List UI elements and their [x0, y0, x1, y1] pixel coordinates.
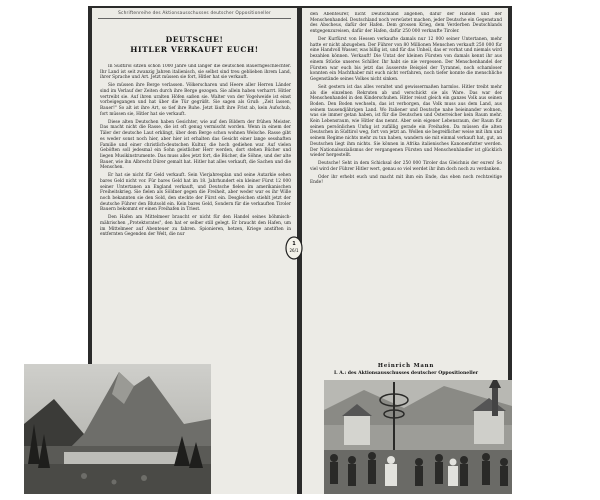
paragraph: den Abenteurer, nicht Deutschland angehen, dafür der Handel und der Menschenhandel. Deutschland noch verwüstet machen, jeder Deutsche ein Gegenstand des Abscheus, dafür der Hafen. Dem grossen Krieg, dem Verderben Deutschlands entgegenzureisen, dafür der Hafen, dafür 250 000 verkaufte Tiroler.	[310, 12, 502, 35]
archive-stamp-icon	[285, 236, 303, 260]
paragraph: Oder ihr erhebt euch und macht mit ihm ein Ende, das eben noch rechtzeitige Ende!	[310, 174, 502, 186]
svg-text:26/1: 26/1	[289, 248, 299, 253]
series-line: Schriftenreihe des Aktionsausschusses deutscher Oppositioneller	[118, 11, 271, 16]
alpine-landscape-photo	[24, 364, 211, 494]
paragraph: Sie müssen ihre Berge verlassen. Völkerscharen und Heere aller Herren Länder sind im Verlauf der Zeiten durch ihre Berge gezogen. Sie allein haben verharrt. Hitler vertreibt sie. Auf ihren uralten Höfen saßen sie. Walter von der Vogelweide ist einst vorbeigegangen und hat über die Tür gegrüßt. Sie sagen als Gruß: „Zeit lassen, Bauer!" So alt ist ihre Art, so tief ihre Ruhe. Jetzt läuft ihre Frist ab, kein Aufschub, fort müssen sie, Hitler hat sie verkauft.	[100, 83, 291, 117]
paragraph: Deutsche! Seht in dem Schicksal der 250 000 Tiroler das Gleichnis der euren! So viel wird der Führer Hitler wert, genau so viel werdet ihr ihm doch noch zu verdanken.	[310, 161, 502, 172]
paragraph: In Südtirol sitzen schon 1000 Jahre und länger die deutschen Bauerngeschlechter. Ihr Land ist seit zwanzig Jahren italienisch, sie selbst sind treu geblieben ihrem Land, ihrer Sprache und Art. Jetzt müssen sie fort, Hitler hat sie verkauft.	[100, 64, 291, 81]
signature-name: Heinrich Mann	[377, 363, 435, 369]
right-body-text	[310, 12, 502, 357]
village-festival-photo	[324, 380, 512, 494]
svg-text:1: 1	[292, 241, 296, 247]
paragraph: Seit gestern ist das alles veraltet und gewissermaßen harmlos. Hitler treibt mehr als die einzelnen Rekruten ab und verschickt sie als Ware. Das war der Menschenhandel in den Kinderschuhen. Hitler reisst gleich ein ganzes Volk aus seinen Boden. Den Boden wechseln, das ist verborgen, das Volk muss aus dem Land, aus seinem tausendjährigen Land. Wo Italiener und Deutsche nahe beieinander wohnen, was sie immer getan haben, ist für die Deutschen und Österreicher kein Raum mehr. Kein Lebensraum, wie Hitler das nennt. Aber sein eigener Lebensraum, der Raum für seinen persönlichen Unfug ist zufällig gerade ein Freihafen. Da müssen die alten Deutschen in Südtirol weg, fort von jetzt an. Wollen sie begreiflicher weise mit ihm und seinem Regime nichts mehr zu tun haben, wandern sie mit einmal verkauft hat, gut, an Deutschen liegt ihm nichts. Sie können in Afrika italienisches Kanonenfutter werden. Der Nationalsozialismus der vergangenen Fürsten und Menschenhändler ist glücklich wieder hergestellt.	[310, 84, 502, 159]
headline-line-1: DEUTSCHE!	[165, 35, 224, 44]
paragraph: Er hat sie nicht für Geld verkauft. Sein Vierjahresplan und seine Autarkie sehen bares Geld nicht vor. Für bares Geld hat im 18. Jahrhundert ein kleiner Fürst 12 000 seiner Untertanen an England verkauft, und Deutsche fielen im amerikanischen Freiheitskrieg. Sie fielen als Söldner gegen die Freiheit, aber weder war es ihr Wille noch bekannten sie den Sold, den steckte der Fürst ein. Desgleichen stiehlt jetzt der deutsche Führer den Blutsold ein. Kein bares Geld, Sondern für die verkauften Tiroler Bauern bekommt er einen Freihafen in Triest.	[100, 173, 291, 213]
left-body-text	[100, 64, 291, 360]
signature-role: I. A.: des Aktionsausschusses deutscher Oppositioneller	[333, 371, 479, 376]
headline	[98, 35, 291, 54]
paragraph: Den Hafen am Mittelmeer braucht er nicht für den Handel seines böhmisch-mährischen „Protektorates", den hat er selber still gelegt. Er braucht den Hafen, um im Mittelmeer auf Abenteuer zu fahren. Spionieren, hetzen, Kriege anstiften in entfernten Gegenden der Welt, die nur	[100, 215, 291, 238]
paragraph: Der Kurfürst von Hessen verkaufte damals nur 12 000 seiner Untertanen, mehr hatte er nicht abzugeben. Der Führer von 80 Millionen Menschen verkauft 250 000 für eine Handvoll Wasser, was billig ist, und für das Unheil, das er vorhat und niemals wird bezahlen können. Verkauft! Die Untat der kleinen Fürsten von damals kennt ihr aus einem Stücke unseres Schiller. Ihr habt sie nie vergessen. Der Menschenhandel der Fürsten war euch bis jetzt das äusserste Beispiel der Tyrannei, noch schamloser konnten ein Machthaber mit euch nicht verfahren, noch tiefer konnte die menschliche Gegenstände seines Volkes nicht sinken.	[310, 37, 502, 82]
paragraph: Diese alten Deutschen haben Gesichter, wie auf den Bildern der frühen Meister. Das macht nicht die Rasse, die ist oft genug vermischt worden. Wenn in einem der Täler der deutsche Laut erklingt, über dem Berge schon wohnen Welsche. Rasse gibt es weder sonst noch hier, aber hier ist erhalten das Gesicht einer lange sesshaften Familie und einer christlich-deutschen Kultur, die hoch gediehen war. Auf vielen Geböften soll jedesmal ein Sohn geistlicher Herr werden, dort stehen Bücher und liegen Musikinstrumente. Das muss alles jetzt fort, die Bücher, die Söhne, und der alte Bauer, wie ihn Albrecht Dürer gemalt hat. Hitler hat alles verkauft, die Sachen und die Menschen.	[100, 119, 291, 171]
headline-line-2: HITLER VERKAUFT EUCH!	[130, 44, 259, 54]
header-rule	[98, 18, 291, 19]
